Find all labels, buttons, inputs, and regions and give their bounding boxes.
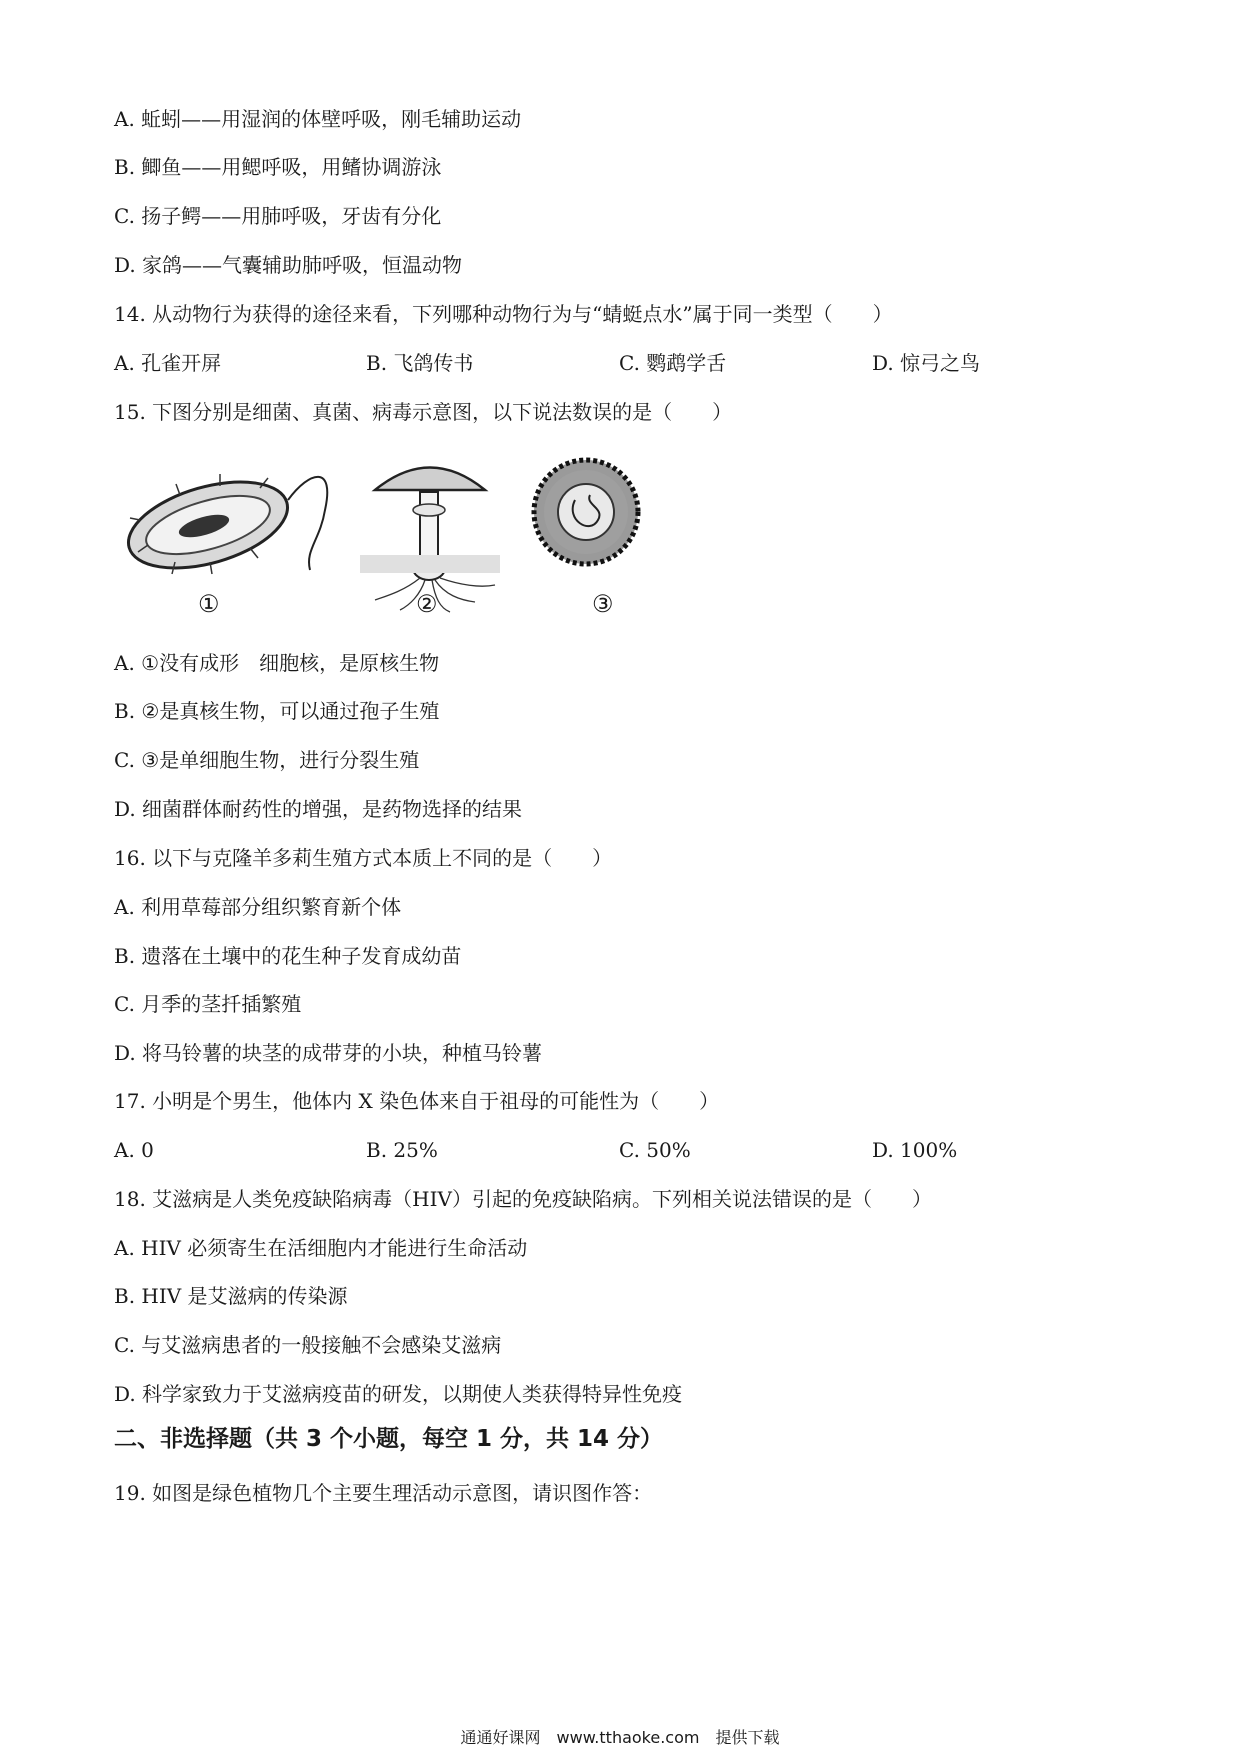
virus-illustration [534, 460, 638, 564]
q14-option-c: C. 鹦鹉学舌 [619, 351, 727, 375]
q18-option-a: A. HIV 必须寄生在活细胞内才能进行生命活动 [114, 1236, 528, 1260]
q18-option-b: B. HIV 是艾滋病的传染源 [114, 1284, 348, 1308]
q14-option-a: A. 孔雀开屏 [114, 351, 222, 375]
q16-option-a: A. 利用草莓部分组织繁育新个体 [114, 895, 402, 919]
figure-label-2: ② [416, 590, 438, 618]
q16-option-b: B. 遗落在土壤中的花生种子发育成幼苗 [114, 944, 462, 968]
q18-option-c: C. 与艾滋病患者的一般接触不会感染艾滋病 [114, 1333, 502, 1357]
q14-option-d: D. 惊弓之鸟 [872, 351, 981, 375]
q16-stem: 16. 以下与克隆羊多莉生殖方式本质上不同的是（ ） [114, 846, 613, 870]
q13-option-a: A. 蚯蚓——用湿润的体壁呼吸，刚毛辅助运动 [114, 107, 522, 131]
q19-stem: 19. 如图是绿色植物几个主要生理活动示意图，请识图作答： [114, 1481, 653, 1505]
q15-option-b: B. ②是真核生物，可以通过孢子生殖 [114, 699, 440, 723]
q18-stem: 18. 艾滋病是人类免疫缺陷病毒（HIV）引起的免疫缺陷病。下列相关说法错误的是（ ） [114, 1187, 932, 1211]
q15-option-d: D. 细菌群体耐药性的增强，是药物选择的结果 [114, 797, 523, 821]
q14-options [114, 349, 1014, 377]
figure-label-1: ① [198, 590, 220, 618]
q18-option-d: D. 科学家致力于艾滋病疫苗的研发，以期使人类获得特异性免疫 [114, 1382, 683, 1406]
bacterium-illustration [120, 466, 327, 584]
q13-option-c: C. 扬子鳄——用肺呼吸，牙齿有分化 [114, 204, 442, 228]
page-footer: 通通好课网 www.tthaoke.com 提供下载 [460, 1728, 780, 1747]
q17-option-b: B. 25% [366, 1138, 438, 1162]
q17-option-d: D. 100% [872, 1138, 958, 1162]
q15-stem: 15. 下图分别是细菌、真菌、病毒示意图，以下说法数误的是（ ） [114, 400, 733, 424]
q17-stem: 17. 小明是个男生，他体内 X 染色体来自于祖母的可能性为（ ） [114, 1089, 720, 1113]
q17-option-c: C. 50% [619, 1138, 691, 1162]
q15-option-c: C. ③是单细胞生物，进行分裂生殖 [114, 748, 420, 772]
q16-option-d: D. 将马铃薯的块茎的成带芽的小块，种植马铃薯 [114, 1041, 543, 1065]
q17-options [114, 1136, 1014, 1164]
q16-option-c: C. 月季的茎扦插繁殖 [114, 992, 302, 1016]
q17-option-a: A. 0 [114, 1138, 154, 1162]
q14-stem: 14. 从动物行为获得的途径来看，下列哪种动物行为与“蜻蜓点水”属于同一类型（ ） [114, 302, 893, 326]
q13-option-d: D. 家鸽——气囊辅助肺呼吸，恒温动物 [114, 253, 463, 277]
section-2-title: 二、非选择题（共 3 个小题，每空 1 分，共 14 分） [114, 1426, 664, 1452]
figure-label-3: ③ [592, 590, 614, 618]
q14-option-b: B. 飞鸽传书 [366, 351, 474, 375]
q13-option-b: B. 鲫鱼——用鳃呼吸，用鳍协调游泳 [114, 155, 442, 179]
q15-option-a: A. ①没有成形 细胞核，是原核生物 [114, 651, 440, 675]
